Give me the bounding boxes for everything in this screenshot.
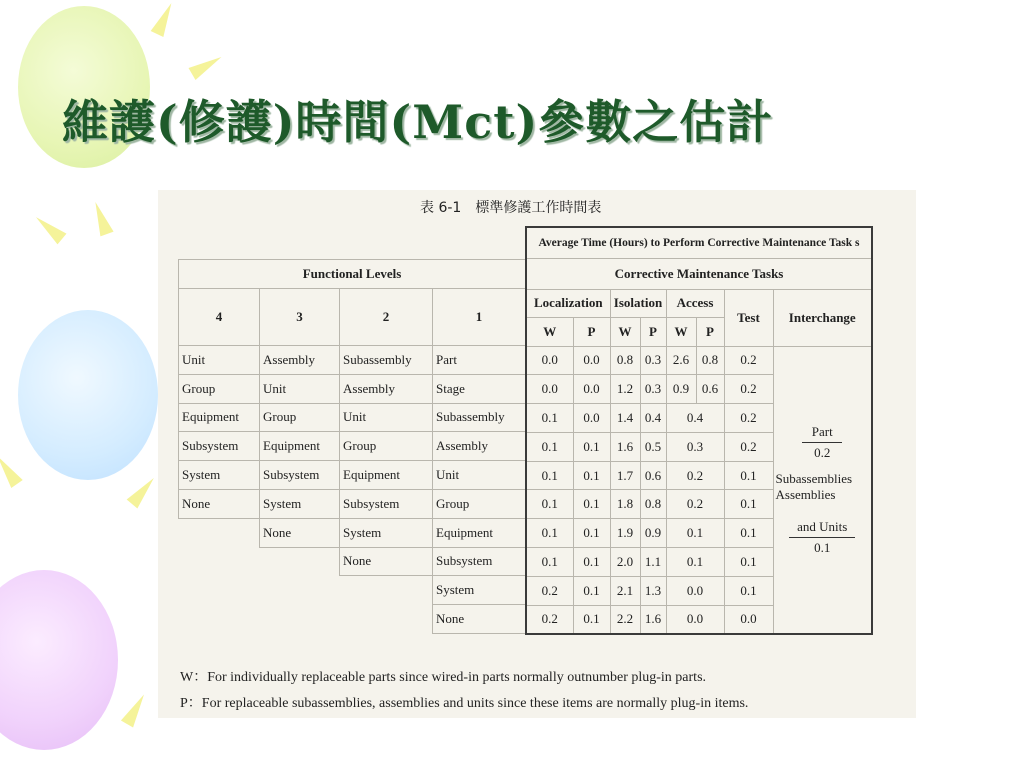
- value-cell: 1.3: [640, 576, 666, 605]
- purple-balloon-decoration: [0, 570, 118, 750]
- table-row: [526, 346, 872, 375]
- value-cell: 0.1: [526, 490, 573, 519]
- level-cell: Unit: [340, 403, 433, 432]
- value-cell: 2.1: [610, 576, 640, 605]
- level-cell: Part: [433, 346, 526, 375]
- level-cell: Stage: [433, 374, 526, 403]
- subassemblies-text: [774, 471, 853, 503]
- level-cell: Equipment: [260, 432, 340, 461]
- value-cell: 2.2: [610, 605, 640, 634]
- value-cell: 2.0: [610, 548, 640, 577]
- empty-cell: [179, 547, 260, 576]
- average-time-header: Average Time (Hours) to Perform Corrective Maintenance Task s: [526, 227, 872, 258]
- table-caption: 表 6-1 標準修護工作時間表: [420, 200, 602, 216]
- level-cell: Subsystem: [179, 432, 260, 461]
- value-cell: 0.2: [724, 346, 773, 375]
- w-subheader: W: [666, 317, 696, 346]
- value-cell: 0.1: [666, 548, 724, 577]
- units-fraction: [789, 519, 855, 556]
- value-cell: 0.2: [724, 432, 773, 461]
- units-label: and Units: [797, 518, 848, 534]
- localization-header: Localization: [526, 289, 610, 317]
- level-cell: System: [340, 518, 433, 547]
- value-cell: 1.1: [640, 548, 666, 577]
- assemblies-label: Assemblies: [775, 486, 836, 502]
- level-cell: System: [260, 489, 340, 518]
- value-cell: 0.0: [724, 605, 773, 634]
- value-cell: 1.9: [610, 519, 640, 548]
- value-cell: 0.1: [724, 576, 773, 605]
- sun-ray-decoration: [89, 200, 114, 237]
- level-cell: Group: [179, 374, 260, 403]
- functional-levels-table: [178, 259, 526, 634]
- interchange-cell: [773, 346, 872, 634]
- empty-cell: [340, 576, 433, 605]
- value-cell: 1.2: [610, 375, 640, 404]
- corrective-tasks-header: Corrective Maintenance Tasks: [526, 258, 872, 289]
- value-cell: 2.6: [666, 346, 696, 375]
- p-subheader: P: [640, 317, 666, 346]
- value-cell: 0.1: [724, 548, 773, 577]
- level-cell: Equipment: [340, 461, 433, 490]
- part-value: 0.2: [814, 444, 831, 460]
- empty-cell: [260, 547, 340, 576]
- value-cell: 0.8: [696, 346, 724, 375]
- interchange-header: Interchange: [773, 289, 872, 346]
- value-cell: 0.2: [724, 375, 773, 404]
- value-cell: 1.6: [610, 432, 640, 461]
- maintenance-tasks-table: [525, 226, 873, 635]
- isolation-header: Isolation: [610, 289, 666, 317]
- value-cell: 0.4: [640, 404, 666, 433]
- value-cell: 0.8: [610, 346, 640, 375]
- value-cell: 0.1: [724, 519, 773, 548]
- level-cell: Group: [260, 403, 340, 432]
- level-cell: Subsystem: [260, 461, 340, 490]
- sun-ray-decoration: [31, 212, 66, 245]
- value-cell: 0.3: [640, 346, 666, 375]
- value-cell: 0.2: [526, 576, 573, 605]
- value-cell: 0.1: [573, 490, 610, 519]
- table-row: [179, 605, 526, 634]
- level-cell: None: [179, 489, 260, 518]
- table-row: [179, 518, 526, 547]
- functional-levels-header: Functional Levels: [179, 260, 526, 289]
- empty-cell: [179, 605, 260, 634]
- w-subheader: W: [526, 317, 573, 346]
- footnote-w: W：For individually replaceable parts since wired-in parts normally outnumber plug-in parts.: [180, 670, 707, 685]
- value-cell: 0.1: [573, 432, 610, 461]
- interchange-block: [774, 422, 872, 558]
- part-label: Part: [811, 423, 833, 439]
- value-cell: 0.3: [640, 375, 666, 404]
- level-cell: Subassembly: [340, 346, 433, 375]
- value-cell: 0.5: [640, 432, 666, 461]
- fraction-line: [789, 537, 855, 538]
- value-cell: 0.9: [666, 375, 696, 404]
- value-cell: 0.3: [666, 432, 724, 461]
- level-cell: None: [433, 605, 526, 634]
- level-cell: System: [433, 576, 526, 605]
- w-subheader: W: [610, 317, 640, 346]
- level-cell: Equipment: [179, 403, 260, 432]
- value-cell: 1.6: [640, 605, 666, 634]
- value-cell: 0.1: [573, 461, 610, 490]
- value-cell: 0.2: [526, 605, 573, 634]
- level-cell: Assembly: [260, 346, 340, 375]
- level-cell: Assembly: [433, 432, 526, 461]
- level-cell: Group: [340, 432, 433, 461]
- sun-ray-decoration: [151, 0, 178, 37]
- value-cell: 0.2: [666, 461, 724, 490]
- level-cell: Subsystem: [433, 547, 526, 576]
- level-cell: Assembly: [340, 374, 433, 403]
- p-subheader: P: [696, 317, 724, 346]
- sun-ray-decoration: [127, 473, 160, 508]
- value-cell: 0.0: [573, 375, 610, 404]
- value-cell: 0.2: [724, 404, 773, 433]
- value-cell: 0.6: [640, 461, 666, 490]
- table-row: [179, 547, 526, 576]
- empty-cell: [340, 605, 433, 634]
- level-header: 4: [179, 289, 260, 346]
- empty-cell: [179, 576, 260, 605]
- value-cell: 0.4: [666, 404, 724, 433]
- units-value: 0.1: [814, 539, 831, 555]
- value-cell: 0.1: [526, 432, 573, 461]
- table-row: [179, 346, 526, 375]
- subassemblies-label: Subassemblies: [775, 470, 853, 486]
- level-header: 1: [433, 289, 526, 346]
- p-subheader: P: [573, 317, 610, 346]
- footnote-p: P：For replaceable subassemblies, assemblies and units since these items are normally plug-in items.: [180, 696, 749, 711]
- level-cell: None: [260, 518, 340, 547]
- value-cell: 0.1: [573, 548, 610, 577]
- level-cell: System: [179, 461, 260, 490]
- value-cell: 0.0: [526, 375, 573, 404]
- value-cell: 1.7: [610, 461, 640, 490]
- level-cell: Unit: [179, 346, 260, 375]
- value-cell: 0.0: [526, 346, 573, 375]
- value-cell: 0.1: [724, 490, 773, 519]
- level-header: 3: [260, 289, 340, 346]
- sun-ray-decoration: [0, 452, 23, 488]
- value-cell: 0.1: [573, 576, 610, 605]
- level-cell: None: [340, 547, 433, 576]
- slide-title: 維護(修護)時間(Mct)參數之估計: [62, 95, 774, 149]
- table-row: [179, 432, 526, 461]
- table-image: [158, 190, 916, 718]
- value-cell: 0.9: [640, 519, 666, 548]
- value-cell: 0.1: [666, 519, 724, 548]
- value-cell: 0.1: [724, 461, 773, 490]
- test-header: Test: [724, 289, 773, 346]
- fraction-line: [802, 442, 842, 443]
- empty-cell: [260, 605, 340, 634]
- value-cell: 0.1: [526, 404, 573, 433]
- sun-ray-decoration: [121, 691, 150, 727]
- table-row: [179, 403, 526, 432]
- access-header: Access: [666, 289, 724, 317]
- value-cell: 0.2: [666, 490, 724, 519]
- value-cell: 1.4: [610, 404, 640, 433]
- level-header: 2: [340, 289, 433, 346]
- value-cell: 0.0: [666, 576, 724, 605]
- level-cell: Unit: [260, 374, 340, 403]
- sun-ray-decoration: [189, 51, 225, 80]
- value-cell: 0.8: [640, 490, 666, 519]
- value-cell: 0.0: [573, 404, 610, 433]
- value-cell: 0.1: [526, 548, 573, 577]
- level-cell: Subassembly: [433, 403, 526, 432]
- blue-balloon-decoration: [18, 310, 158, 480]
- level-cell: Equipment: [433, 518, 526, 547]
- empty-cell: [260, 576, 340, 605]
- part-fraction: [802, 424, 842, 461]
- value-cell: 0.0: [573, 346, 610, 375]
- level-cell: Group: [433, 489, 526, 518]
- table-row: [179, 576, 526, 605]
- value-cell: 0.1: [526, 519, 573, 548]
- table-row: [179, 374, 526, 403]
- value-cell: 1.8: [610, 490, 640, 519]
- value-cell: 0.1: [573, 519, 610, 548]
- level-cell: Subsystem: [340, 489, 433, 518]
- value-cell: 0.1: [526, 461, 573, 490]
- value-cell: 0.1: [573, 605, 610, 634]
- empty-cell: [179, 518, 260, 547]
- level-cell: Unit: [433, 461, 526, 490]
- table-row: [179, 489, 526, 518]
- value-cell: 0.6: [696, 375, 724, 404]
- table-row: [179, 461, 526, 490]
- value-cell: 0.0: [666, 605, 724, 634]
